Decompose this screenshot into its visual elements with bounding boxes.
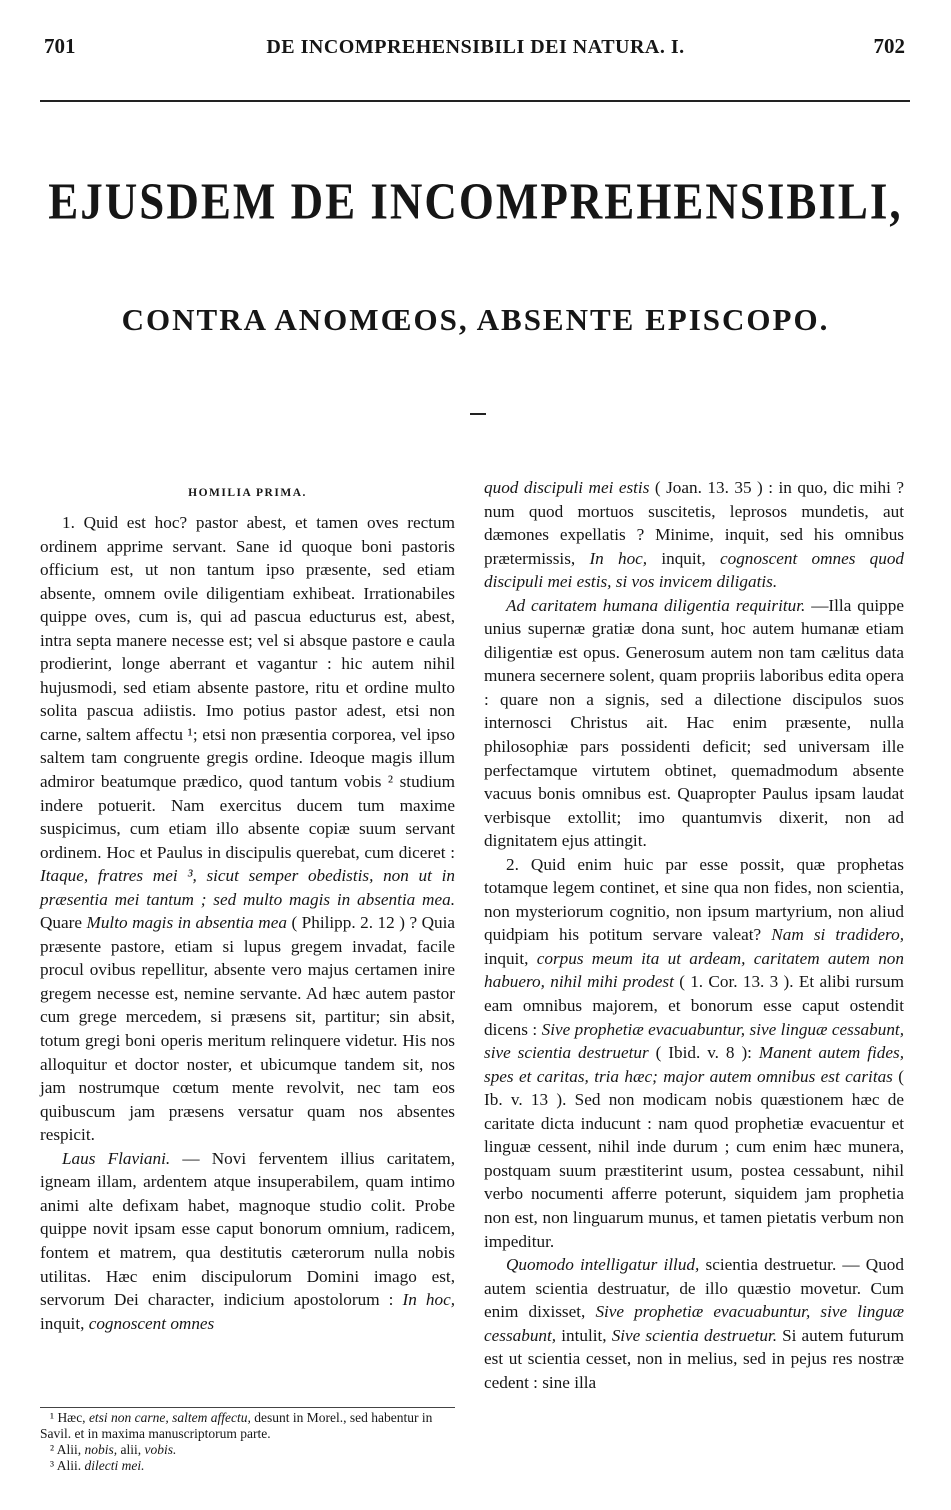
paragraph-quomodo-end: Si autem futurum est ut scientia cesset, non in melius, sed in pejus res nostræ cedent : sine illa bbox=[484, 1325, 905, 1392]
inquit-word-2: inquit, bbox=[661, 548, 706, 568]
quote-manent: Manent autem fides, spes et caritas, tria hæc; major autem omnibus est caritas bbox=[484, 1043, 905, 1086]
homilia-heading: HOMILIA PRIMA. bbox=[188, 487, 307, 499]
footnote-2-b: nobis, bbox=[84, 1442, 118, 1457]
sidenote-laus-flaviani: Laus Flaviani. bbox=[62, 1148, 171, 1168]
quote-cognoscent: cognoscent omnes bbox=[88, 1313, 215, 1333]
quote-absentia: Multo magis in absentia mea bbox=[86, 913, 287, 933]
running-header bbox=[0, 30, 951, 60]
left-column bbox=[40, 476, 455, 1335]
right-column bbox=[484, 476, 904, 1394]
paragraph-2-mid: Et alibi rursum eam omnibus majorem, et bonorum esse caput ostendit dicens : bbox=[484, 972, 905, 1039]
sidenote-quomodo: Quomodo intelligatur illud, bbox=[506, 1255, 700, 1275]
page-subtitle: CONTRA ANOMŒOS, ABSENTE EPISCOPO. bbox=[121, 302, 830, 337]
footnote-3-b: dilecti mei. bbox=[84, 1458, 145, 1473]
paragraph-2-text: — Novi ferventem illius caritatem, igneam illam, ardentem atque insuperabilem, quam intimo animi alte defixam habet, magnoque studio colit. Probe quippe novit ipsam esse caput bonorum omnium, radicem, fontem et matrem, qua destitutis cæterorum nulla nobis utilitas. Hæc enim discipulorum Domini imago est, servorum Dei character, indicium apostolorum : bbox=[40, 1148, 456, 1310]
footnote-3-a: Alii. bbox=[56, 1458, 82, 1473]
sidenote-ad-caritatem: Ad caritatem humana diligentia requiritur. bbox=[506, 595, 806, 615]
quote-scientia: Sive scientia destruetur. bbox=[611, 1325, 778, 1345]
paragraph-continued-text: : in quo, dic mihi ? num quod mortuos suscitetis, leprosos mundetis, aut dæmones expellatis ? Minime, inquit, sed his omnibus prætermissis, bbox=[484, 478, 905, 568]
title-dash bbox=[470, 413, 486, 415]
footnote-1-c: desunt in Morel., sed habentur in Savil. et in maxima manuscriptorum parte. bbox=[40, 1410, 433, 1441]
page-number-right: 702 bbox=[873, 34, 905, 58]
paragraph-2-start: 2. Quid enim huic par esse possit, quæ prophetas totamque legem continet, et sine qua non fides, non scientia, non mysteriorum cognitio, non ipsum martyrium, non aliud quidpiam his potitum servare valeat? bbox=[484, 854, 904, 945]
footnote-2 bbox=[40, 1442, 455, 1458]
running-title: DE INCOMPREHENSIBILI DEI NATURA. I. bbox=[266, 36, 685, 58]
page-number-left: 701 bbox=[44, 34, 76, 58]
quote-in-hoc: In hoc, bbox=[402, 1290, 456, 1310]
inquit-word: inquit, bbox=[40, 1313, 85, 1333]
ref-cor: ( 1. Cor. 13. 3 ). bbox=[679, 972, 794, 992]
quote-sive-prophetiae: Sive prophetiæ evacuabuntur, sive linguæ cessabunt, bbox=[484, 1302, 905, 1345]
footnote-rule bbox=[40, 1407, 455, 1408]
quote-philippians: Itaque, fratres mei ³, sicut semper obedistis, non ut in præsentia mei tantum ; sed multo magis in absentia mea. bbox=[40, 866, 455, 909]
footnote-2-mark: ² bbox=[50, 1442, 55, 1457]
footnotes bbox=[40, 1410, 455, 1474]
paragraph-1 bbox=[40, 511, 455, 1147]
paragraph-quomodo bbox=[484, 1253, 904, 1394]
paragraph-1-mid: Quare bbox=[40, 913, 82, 933]
quote-in-hoc-2: In hoc, bbox=[589, 548, 648, 568]
quote-tradidero: Nam si tradidero, bbox=[771, 925, 904, 945]
paragraph-quomodo-text: scientia destruetur. — Quod autem scientia destruatur, de illo quæstio movetur. Cum enim dixisset, bbox=[484, 1255, 904, 1322]
quote-corpus: corpus meum ita ut ardeam, caritatem autem non habuero, nihil mihi prodest bbox=[484, 948, 904, 992]
footnote-3-mark: ³ bbox=[50, 1458, 55, 1473]
ref-joan: ( Joan. 13. 35 ) bbox=[654, 478, 763, 497]
ref-ibid: ( Ibid. v. 8 ): bbox=[655, 1043, 752, 1063]
paragraph-2 bbox=[484, 853, 904, 1253]
paragraph-2-end: Sed non modicam nobis quæstionem hæc de caritate dicta inducunt : nam quod prophetiæ evacuentur et linguæ cessent, nihil inde durum ; cum enim hæc munera, postquam suum præstiterint usum, postea cessabunt, nihil verbo nocumenti afferre poterunt, siquidem jam prophetia non est, non linguarum munus, et tamen pietatis verbum non impeditur. bbox=[484, 1090, 904, 1251]
page-title: EJUSDEM DE INCOMPREHENSIBILI, bbox=[48, 172, 903, 230]
footnote-3 bbox=[40, 1458, 455, 1474]
inquit-word-3: inquit, bbox=[484, 948, 529, 968]
paragraph-1-rest: ( Philipp. 2. 12 ) ? Quia præsente pastore, etiam si lupus gregem invadat, facile procul ovibus repellitur, absente vero majus certamen inire gregem necesse est, nemine servante. Ad hæc autem pastor cum grege mercedem, si præsens sit, partitur; sin absit, totum gregi boni operis meritum relinquere videtur. His nos alloquitur et doctor noster, et ubicumque tandem sit, nos jam nostrumque cœtum mente revolvit, nec tam eos quibuscum jam præsens versatur quam nos absentes respicit. bbox=[40, 913, 456, 1145]
footnote-1 bbox=[40, 1410, 455, 1442]
footnote-1-a: Hæc, bbox=[57, 1410, 86, 1425]
footnote-1-mark: ¹ bbox=[50, 1410, 55, 1425]
paragraph-laus-flaviani bbox=[40, 1147, 455, 1335]
footnote-2-a: Alii, bbox=[56, 1442, 82, 1457]
quote-discipuli: quod discipuli mei estis bbox=[484, 478, 650, 497]
footnote-2-c: alii, bbox=[120, 1442, 142, 1457]
quote-diligatis: cognoscent omnes quod discipuli mei estis, si vos invicem diligatis. bbox=[484, 548, 905, 592]
intulit-word: intulit, bbox=[561, 1325, 607, 1345]
quote-prophetiae: Sive prophetiæ evacuabuntur, sive linguæ cessabunt, sive scientia destruetur bbox=[484, 1019, 905, 1063]
header-rule bbox=[40, 100, 910, 102]
paragraph-ad-caritatem bbox=[484, 594, 904, 853]
footnote-2-d: vobis. bbox=[144, 1442, 177, 1457]
paragraph-continued bbox=[484, 476, 904, 594]
paragraph-ad-caritatem-text: —Illa quippe unius supernæ gratiæ dona sunt, hoc autem humanæ etiam diligentiæ est opus. Generosum autem non tam cælitus data munera secernere solent, quam propriis laboribus edita opera : quare non a signis, sed a dilectione discipulos suos internosci Christus ait. Hac enim præsente, nulla philosophiæ pars possidenti deficit; sed universam ille perfectamque virtutem obtinet, quemadmodum absente vacuus bonis omnibus est. Quapropter Paulus ipsam laudat verbisque extollit; imo quantumvis dixerit, non ad dignitatem ejus attingit. bbox=[484, 595, 904, 851]
footnote-1-b: etsi non carne, saltem affectu, bbox=[88, 1410, 251, 1425]
ref-ib: ( Ib. v. 13 ). bbox=[484, 1066, 904, 1110]
paragraph-1-text: 1. Quid est hoc? pastor abest, et tamen oves rectum ordinem apprime servant. Sane id quoque boni pastoris officium est, ut non tantum ipso præsente, sed etiam absente, omnem ovile diligentiam exhibeat. Irrationabiles quippe oves, cum is, qui ad pascua educturus est, abest, intra septa manere necesse est; vel si absque pastore e caula prodierint, longe aberrant et vagantur : hic autem nihil hujusmodi, sed etiam absente pastore, ritu et ordine multo solita pascua adiistis. Imo potius pastor adest, etsi non carne, saltem affectu ¹; etsi non præsentia corporea, vel ipso saltem tam congruente gregis ordine. Ideoque magis illum admiror beatumque prædico, quod tantum vobis ² studium indere potuerit. Nam exercitus ducem tum maxime suspicimus, cum etiam illo absente copiæ suum servant ordinem. Hoc et Paulus in discipulis querebat, cum diceret : bbox=[40, 513, 455, 862]
